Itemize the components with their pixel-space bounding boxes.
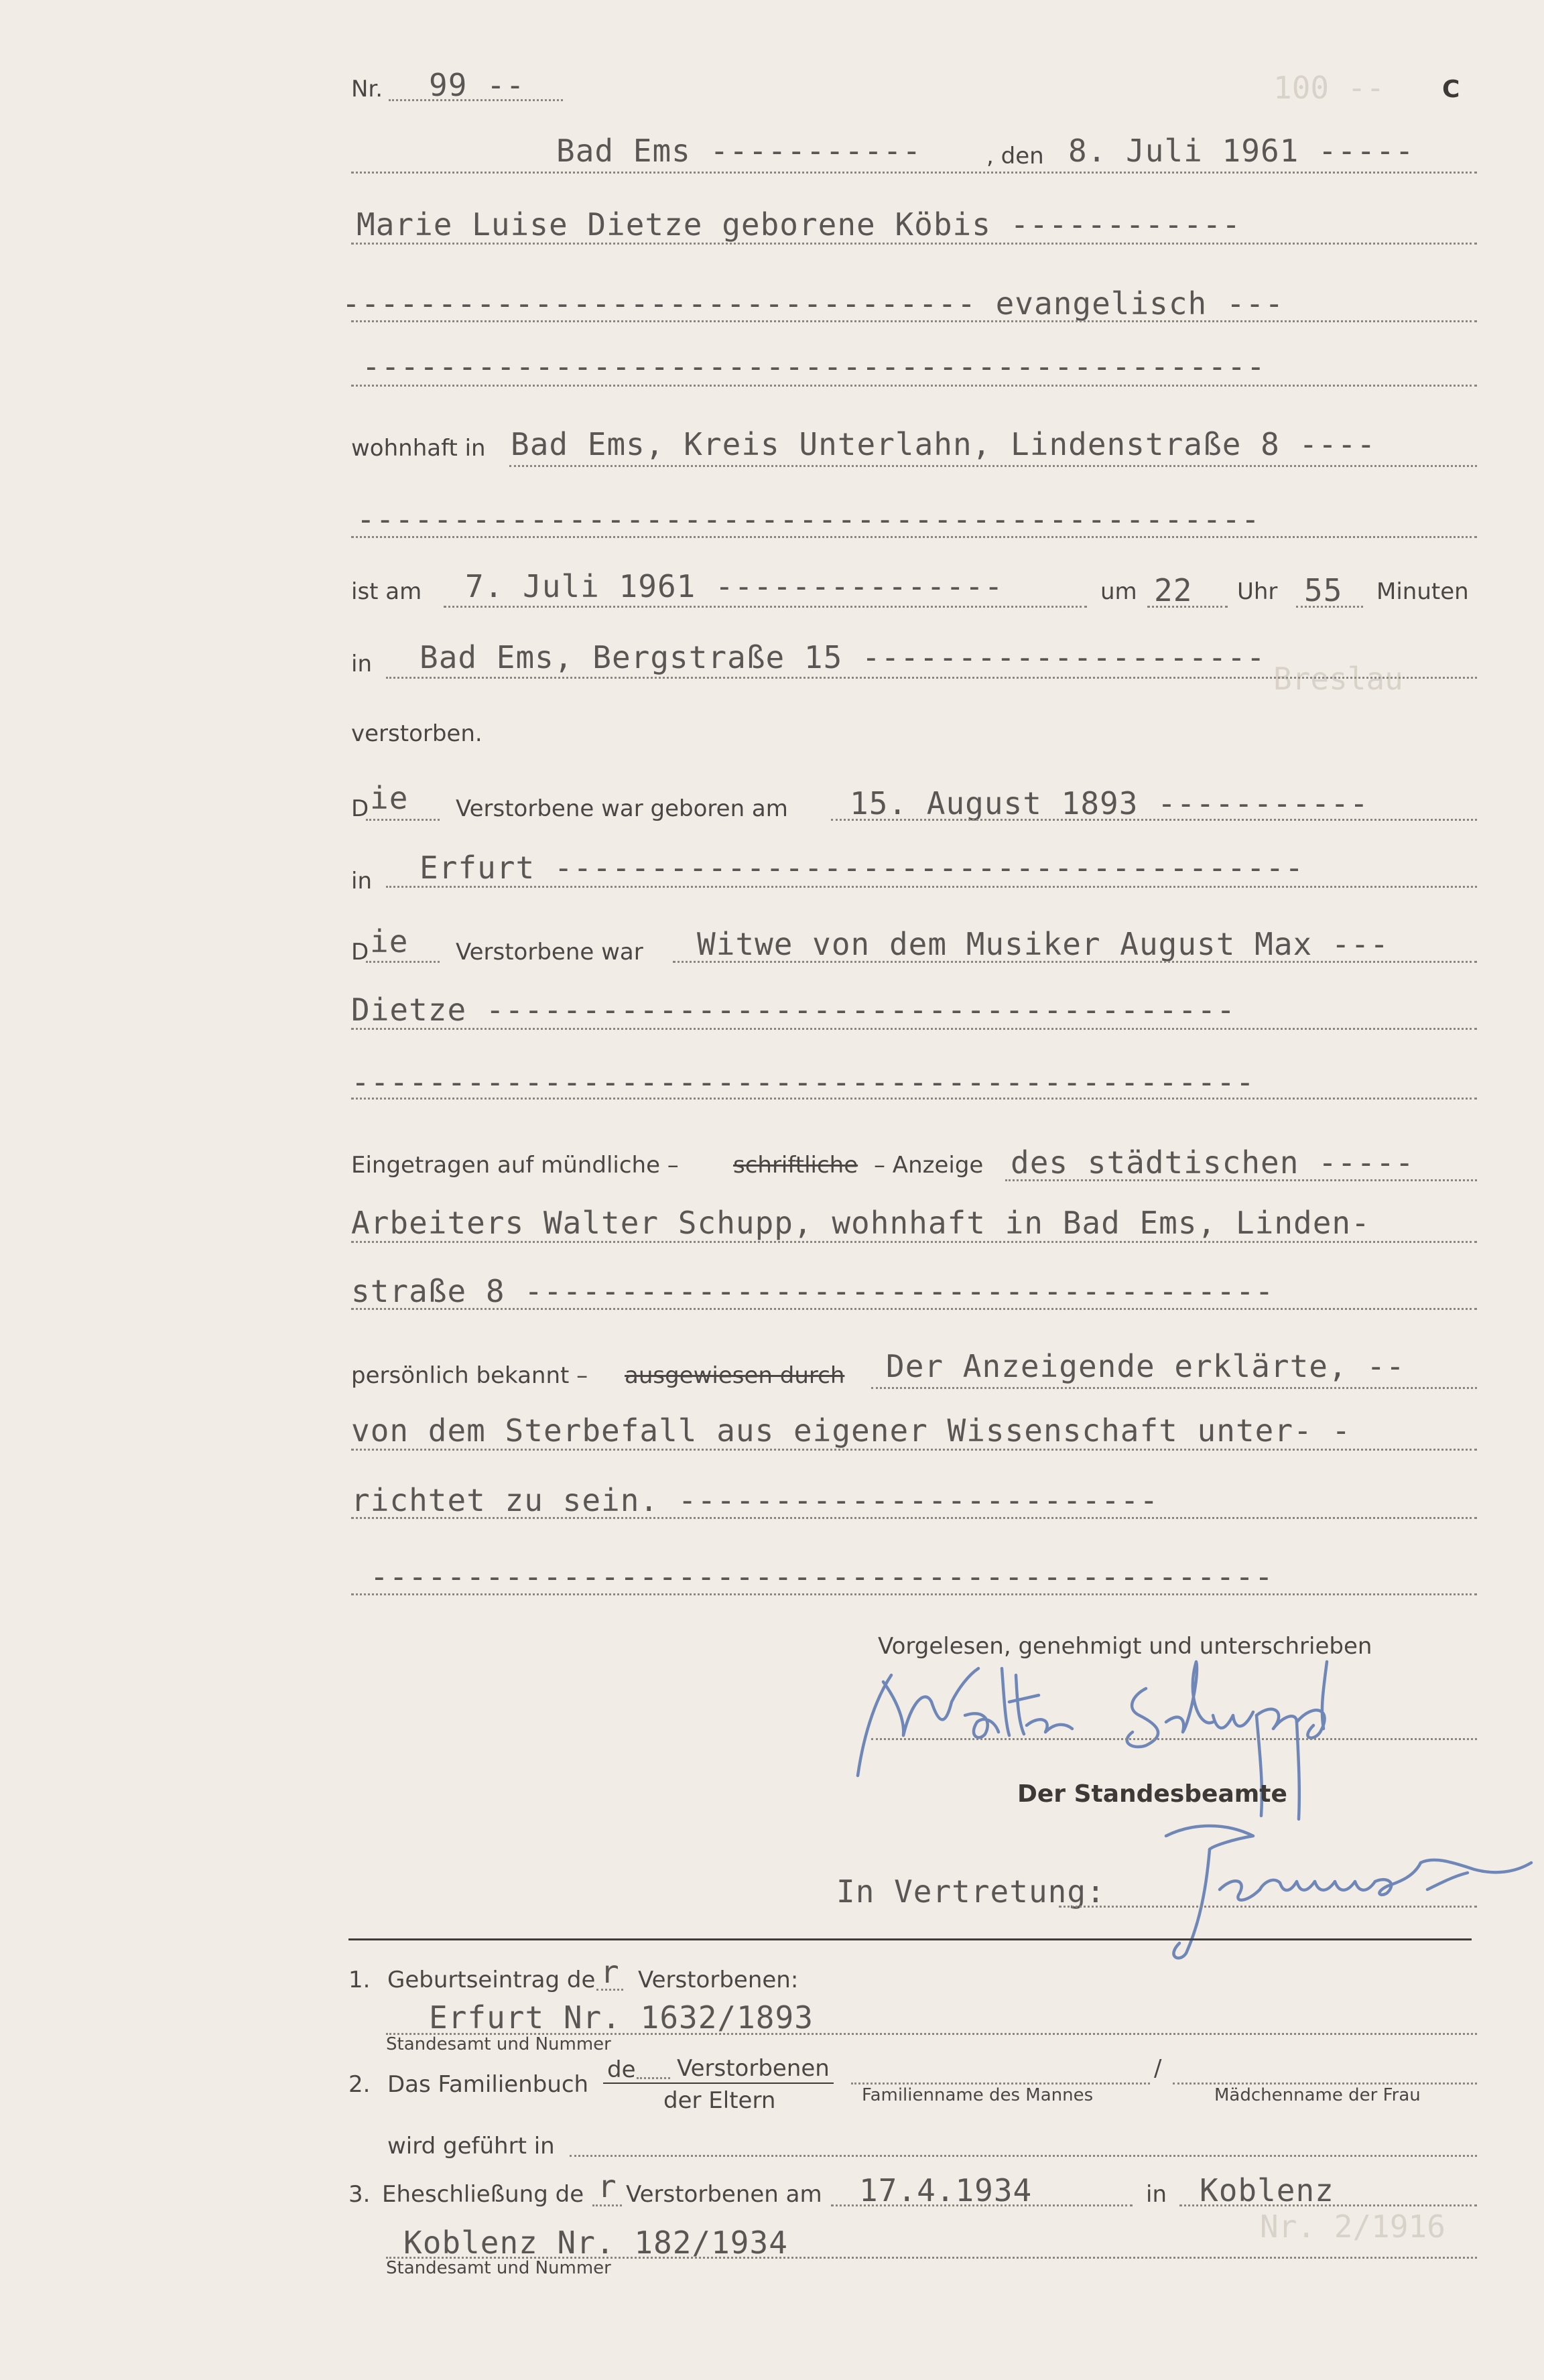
den-label: , den bbox=[986, 143, 1044, 170]
war-typed-ie: ie bbox=[370, 923, 409, 960]
anzeige-dotline-3 bbox=[351, 1308, 1477, 1310]
anzeige-value: des städtischen ----- bbox=[1011, 1144, 1415, 1181]
war-prefix-line bbox=[366, 961, 440, 963]
item3-in-label: in bbox=[1146, 2181, 1167, 2208]
item3-date: 17.4.1934 bbox=[859, 2172, 1033, 2208]
blank-dotline-1 bbox=[351, 385, 1477, 387]
vertretung-label: In Vertretung: bbox=[836, 1873, 1106, 1910]
item1-value: Erfurt Nr. 1632/1893 bbox=[429, 1999, 814, 2036]
minuten-label: Minuten bbox=[1376, 578, 1469, 605]
name-line bbox=[351, 243, 1477, 245]
place-date-line bbox=[351, 172, 1477, 174]
bekannt-line-2: von dem Sterbefall aus eigener Wissenschaft unter- - bbox=[351, 1412, 1352, 1449]
war-line-2 bbox=[351, 1028, 1477, 1030]
war-line bbox=[673, 961, 1477, 963]
war-value-2: Dietze --------------------------------------- bbox=[351, 992, 1236, 1028]
anzeige-line bbox=[1005, 1179, 1477, 1181]
item2-gefuehrt-line bbox=[570, 2155, 1477, 2157]
item1-label-b: Verstorbenen: bbox=[638, 1967, 799, 1993]
in-value: Bad Ems, Bergstraße 15 --------------------- bbox=[420, 639, 1266, 675]
um-value: 22 bbox=[1154, 572, 1193, 608]
item3-label-b: Verstorbenen am bbox=[626, 2181, 822, 2208]
vorgelesen-label: Vorgelesen, genehmigt und unterschrieben bbox=[878, 1633, 1372, 1660]
item2-caption-a: Familienname des Mannes bbox=[862, 2085, 1094, 2105]
um-label: um bbox=[1100, 578, 1137, 605]
item3-caption: Standesamt und Nummer bbox=[386, 2258, 611, 2278]
in2-label: in bbox=[351, 868, 372, 895]
show-through-text: Breslau bbox=[1273, 661, 1403, 697]
ist-am-label: ist am bbox=[351, 578, 422, 605]
item2-fraction-bar bbox=[603, 2082, 834, 2084]
wohnhaft-line bbox=[509, 465, 1477, 467]
geboren-typed-ie: ie bbox=[370, 780, 409, 816]
item2-name-line-b bbox=[1173, 2082, 1477, 2085]
blank-line-1: ----------------------------------------------- bbox=[362, 348, 1266, 385]
geboren-label: Verstorbene war geboren am bbox=[456, 795, 788, 822]
bekannt-line-3: richtet zu sein. ------------------------- bbox=[351, 1482, 1159, 1518]
item2-upper: Verstorbenen bbox=[677, 2055, 830, 2082]
geboren-prefix-line bbox=[366, 819, 440, 821]
item2-caption-b: Mädchenname der Frau bbox=[1214, 2085, 1421, 2105]
bekannt-dotline-2 bbox=[351, 1449, 1477, 1451]
geboren-prefix: D bbox=[351, 795, 369, 822]
informant-signature-line bbox=[871, 1738, 1477, 1740]
anzeige-line-2: Arbeiters Walter Schupp, wohnhaft in Bad Ems, Linden- bbox=[351, 1205, 1370, 1241]
religion-dotline bbox=[351, 320, 1477, 322]
in-label: in bbox=[351, 651, 372, 677]
show-through-text: Nr. 2/1916 bbox=[1260, 2208, 1445, 2245]
item2-label: Das Familienbuch bbox=[387, 2071, 589, 2098]
geboren-line bbox=[831, 819, 1477, 821]
uhr-label: Uhr bbox=[1237, 578, 1278, 605]
blank-line-3: ----------------------------------------------- bbox=[351, 1064, 1255, 1100]
item2-name-line-a bbox=[851, 2082, 1150, 2085]
show-through-text: 100 -- bbox=[1273, 70, 1385, 106]
item3-num: 3. bbox=[348, 2181, 371, 2208]
blank-dotline-2 bbox=[351, 536, 1477, 538]
in-line bbox=[386, 677, 1477, 679]
bekannt-line bbox=[871, 1387, 1477, 1389]
standesbeamte-label: Der Standesbeamte bbox=[1017, 1780, 1287, 1808]
official-signature bbox=[1139, 1809, 1541, 1970]
geboren-value: 15. August 1893 ----------- bbox=[850, 785, 1369, 821]
verstorben-label: verstorben. bbox=[351, 720, 482, 747]
footer-divider bbox=[348, 1938, 1472, 1940]
religion-line: --------------------------------- evangelisch --- bbox=[342, 285, 1285, 322]
in2-value: Erfurt --------------------------------------- bbox=[420, 850, 1304, 886]
bekannt-value: Der Anzeigende erklärte, -- bbox=[886, 1348, 1405, 1384]
item1-typed-r: r bbox=[600, 1954, 620, 1990]
war-value: Witwe von dem Musiker August Max --- bbox=[697, 926, 1389, 962]
blank-line-4: ----------------------------------------------- bbox=[370, 1559, 1274, 1595]
place-date-place: Bad Ems ----------- bbox=[556, 133, 922, 169]
item2-slash: / bbox=[1154, 2055, 1162, 2082]
nr-line bbox=[389, 99, 563, 101]
item3-label-a: Eheschließung de bbox=[382, 2181, 584, 2208]
anzeige-line-3: straße 8 --------------------------------------- bbox=[351, 1273, 1275, 1309]
item3-place: Koblenz bbox=[1200, 2172, 1334, 2208]
bekannt-label: persönlich bekannt – bbox=[351, 1362, 588, 1389]
blank-dotline-3 bbox=[351, 1098, 1477, 1100]
bekannt-dotline-3 bbox=[351, 1517, 1477, 1519]
item2-de-line bbox=[637, 2077, 670, 2079]
item1-num: 1. bbox=[348, 1967, 371, 1993]
bekannt-strike: ausgewiesen durch bbox=[625, 1362, 845, 1389]
eingetragen-strike: schriftliche bbox=[733, 1152, 858, 1179]
in2-line bbox=[386, 886, 1477, 888]
uhr-line bbox=[1296, 606, 1363, 608]
item3-typed-r: r bbox=[598, 2168, 617, 2204]
wohnhaft-label: wohnhaft in bbox=[351, 435, 486, 462]
item3-place-line bbox=[1179, 2204, 1477, 2206]
item3-r-line bbox=[592, 2204, 622, 2206]
anzeige-label: – Anzeige bbox=[874, 1152, 984, 1179]
anzeige-dotline-2 bbox=[351, 1241, 1477, 1243]
item3-date-line bbox=[831, 2204, 1133, 2206]
item1-label-a: Geburtseintrag de bbox=[387, 1967, 596, 1993]
item2-de: de bbox=[607, 2056, 636, 2083]
nr-value: 99 -- bbox=[429, 67, 525, 103]
official-signature-line bbox=[1059, 1906, 1477, 1908]
ist-am-line bbox=[444, 606, 1087, 608]
uhr-value: 55 bbox=[1304, 572, 1343, 608]
war-label: Verstorbene war bbox=[456, 939, 643, 966]
corner-letter: C bbox=[1442, 76, 1460, 103]
item2-lower: der Eltern bbox=[663, 2087, 776, 2114]
um-line bbox=[1147, 606, 1228, 608]
blank-line-2: ----------------------------------------------- bbox=[357, 501, 1261, 537]
item2-num: 2. bbox=[348, 2071, 371, 2098]
nr-label: Nr. bbox=[351, 76, 383, 103]
deceased-name: Marie Luise Dietze geborene Köbis ------------ bbox=[357, 206, 1241, 243]
place-date-date: 8. Juli 1961 ----- bbox=[1068, 133, 1415, 169]
ist-am-value: 7. Juli 1961 --------------- bbox=[465, 568, 1004, 604]
wohnhaft-value: Bad Ems, Kreis Unterlahn, Lindenstraße 8 ---- bbox=[511, 426, 1376, 462]
item1-caption: Standesamt und Nummer bbox=[386, 2034, 611, 2054]
item3-value: Koblenz Nr. 182/1934 bbox=[403, 2225, 788, 2261]
war-prefix: D bbox=[351, 939, 369, 966]
item2-gefuehrt: wird geführt in bbox=[387, 2133, 555, 2160]
eingetragen-label: Eingetragen auf mündliche – bbox=[351, 1152, 679, 1179]
item1-r-line bbox=[596, 1989, 623, 1991]
blank-dotline-4 bbox=[351, 1593, 1477, 1595]
